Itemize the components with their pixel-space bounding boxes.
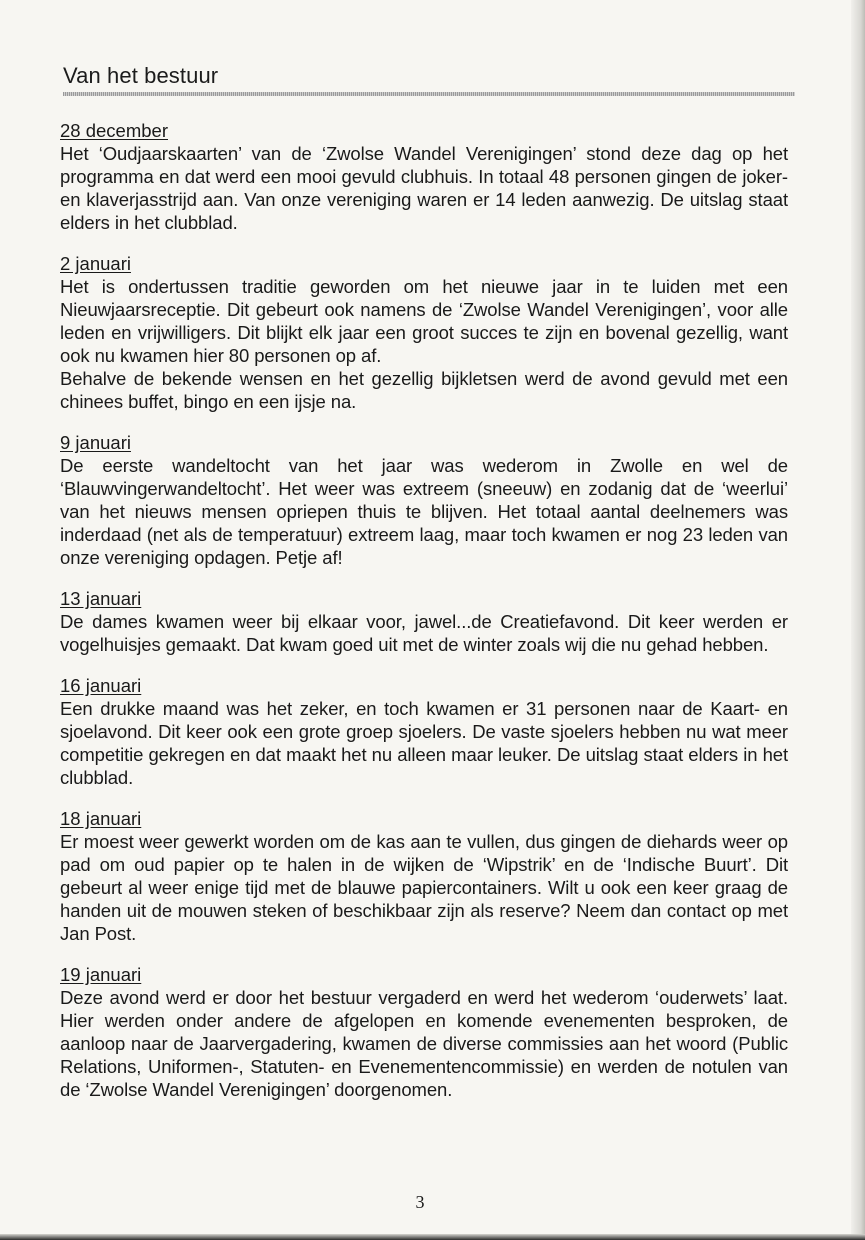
entry-16-januari <box>60 674 788 789</box>
page-number: 3 <box>415 1192 425 1212</box>
entry-date: 28 december <box>60 120 168 141</box>
entry-18-januari <box>60 807 788 945</box>
entry-text: Het ‘Oudjaarskaarten’ van de ‘Zwolse Wandel Verenigingen’ stond deze dag op het programma en dat werd een mooi gevuld clubhuis. In totaal 48 personen gingen de joker- en klaverjasstrijd aan. Van onze vereniging waren er 14 leden aanwezig. De uitslag staat elders in het clubblad. <box>60 143 788 233</box>
entry-date: 9 januari <box>60 432 131 453</box>
entry-text: De dames kwamen weer bij elkaar voor, jawel...de Creatiefavond. Dit keer werden er vogelhuisjes gemaakt. Dat kwam goed uit met de winter zoals wij die nu gehad hebben. <box>60 611 788 655</box>
entry-date: 16 januari <box>60 675 142 696</box>
entry-text: Het is ondertussen traditie geworden om het nieuwe jaar in te luiden met een Nieuwjaarsreceptie. Dit gebeurt ook namens de ‘Zwolse Wandel Verenigingen’, voor alle leden en vrijwilligers. Dit blijkt elk jaar een groot succes te zijn en bovenal gezellig, want ook nu kwamen hier 80 personen op af. Behalve de bekende wensen en het gezellig bijkletsen werd de avond gevuld met een chinees buffet, bingo en een ijsje na. <box>60 276 788 412</box>
entry-date: 18 januari <box>60 808 142 829</box>
page-title: Van het bestuur <box>63 63 219 88</box>
entry-text: Er moest weer gewerkt worden om de kas aan te vullen, dus gingen de diehards weer op pad om oud papier op te halen in de wijken de ‘Wipstrik’ en de ‘Indische Buurt’. Dit gebeurt al weer enige tijd met de blauwe papiercontainers. Wilt u ook een keer graag de handen uit de mouwen steken of beschikbaar zijn als reserve? Neem dan contact op met Jan Post. <box>60 831 788 944</box>
entry-9-januari <box>60 431 788 569</box>
entry-2-januari <box>60 252 788 413</box>
entry-date: 19 januari <box>60 964 142 985</box>
page-edge-shadow <box>851 0 865 1240</box>
entry-text: Deze avond werd er door het bestuur vergaderd en werd het wederom ‘ouderwets’ laat. Hier werden onder andere de afgelopen en komende evenementen besproken, de aanloop naar de Jaarvergadering, kwamen de diverse commissies aan het woord (Public Relations, Uniformen-, Statuten- en Evenementencommissie) en werden de notulen van de ‘Zwolse Wandel Verenigingen’ doorgenomen. <box>60 987 788 1100</box>
page-bottom-edge <box>0 1234 865 1240</box>
entry-28-december <box>60 119 788 234</box>
entry-text: Een drukke maand was het zeker, en toch kwamen er 31 personen naar de Kaart- en sjoelavond. Dit keer ook een grote groep sjoelers. De vaste sjoelers hebben nu wat meer competitie gekregen en dat maakt het nu alleen maar leuker. De uitslag staat elders in het clubblad. <box>60 698 788 788</box>
page-header <box>63 63 795 96</box>
title-divider <box>63 92 795 96</box>
article-body <box>60 119 788 1119</box>
entry-text: De eerste wandeltocht van het jaar was wederom in Zwolle en wel de ‘Blauwvingerwandeltocht’. Het weer was extreem (sneeuw) en zodanig dat de ‘weerlui’ van het nieuws mensen opriepen thuis te blijven. Het totaal aantal deelnemers was inderdaad (net als de temperatuur) extreem laag, maar toch kwamen er nog 23 leden van onze vereniging opdagen. Petje af! <box>60 455 788 568</box>
entry-19-januari <box>60 963 788 1101</box>
entry-date: 13 januari <box>60 588 142 609</box>
entry-13-januari <box>60 587 788 656</box>
entry-date: 2 januari <box>60 253 131 274</box>
